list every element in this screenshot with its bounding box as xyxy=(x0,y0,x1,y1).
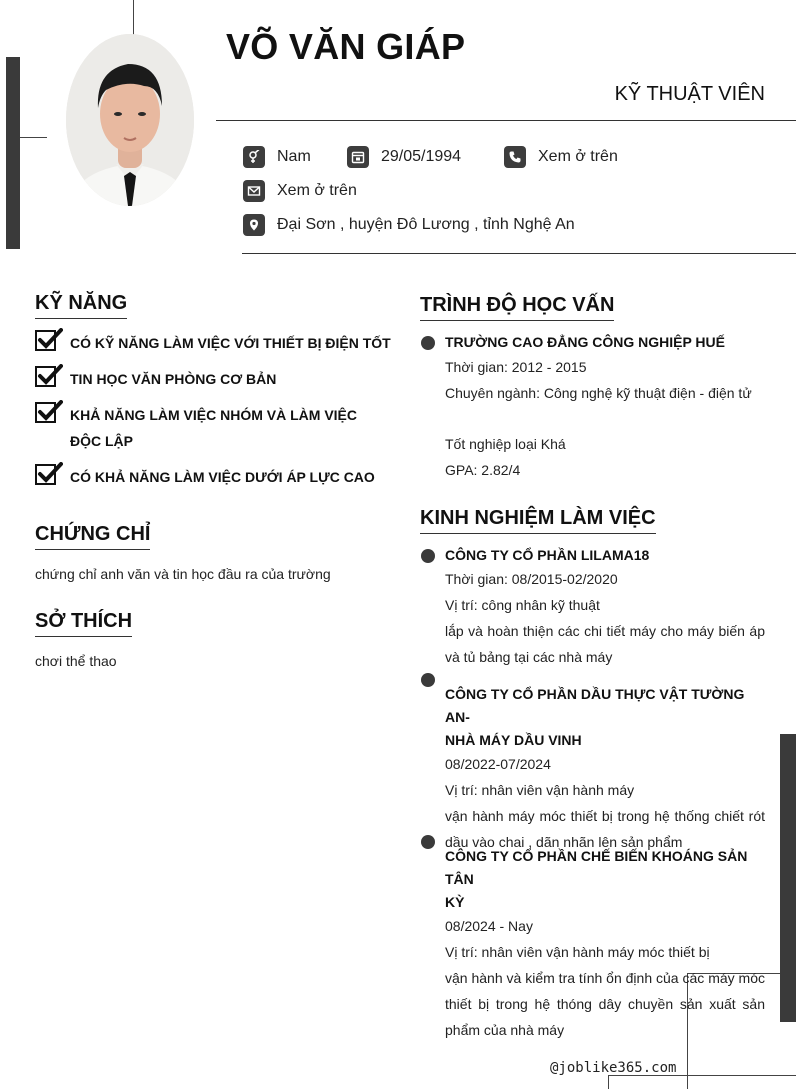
job-description: vận hành và kiểm tra tính ổn định của các máy móc xyxy=(445,970,765,986)
education-major: Chuyên ngành: Công nghệ kỹ thuật điện - điện tử xyxy=(445,385,752,401)
education-entry xyxy=(445,331,765,483)
phone-value: Xem ở trên xyxy=(538,148,618,165)
job-description: phẩm của nhà máy xyxy=(445,1022,565,1038)
skill-item xyxy=(35,366,395,392)
company-name: CÔNG TY CỔ PHẦN DẦU THỰC VẬT TƯỜNG AN- xyxy=(445,686,745,725)
job-entry xyxy=(445,544,765,670)
contact-phone xyxy=(504,146,618,168)
job-position: Vị trí: nhân viên vận hành máy xyxy=(445,782,635,798)
birthday-value: 29/05/1994 xyxy=(381,148,462,165)
contact-divider xyxy=(242,253,796,254)
check-icon xyxy=(35,400,63,424)
portrait-image xyxy=(66,34,194,206)
skill-item xyxy=(35,402,395,454)
skill-text: CÓ KỸ NĂNG LÀM VIỆC VỚI THIẾT BỊ ĐIỆN TỐT xyxy=(70,335,391,351)
skills-title: KỸ NĂNG xyxy=(35,292,127,319)
job-description: dầu vào chai , dãn nhãn lên sản phẩm xyxy=(445,834,683,850)
experience-title: KINH NGHIỆM LÀM VIỆC xyxy=(420,507,656,534)
company-name: NHÀ MÁY DẦU VINH xyxy=(445,732,582,748)
left-tick-line xyxy=(20,137,47,138)
company-name: CÔNG TY CỔ PHẦN LILAMA18 xyxy=(445,547,650,563)
hobbies-text: chơi thể thao xyxy=(35,653,117,669)
job-position: Vị trí: công nhân kỹ thuật xyxy=(445,597,600,613)
contact-gender xyxy=(243,146,311,168)
skill-text: TIN HỌC VĂN PHÒNG CƠ BẢN xyxy=(70,371,277,387)
profile-photo xyxy=(66,34,194,206)
education-gpa: GPA: 2.82/4 xyxy=(445,462,521,478)
skill-text: KHẢ NĂNG LÀM VIỆC NHÓM VÀ LÀM VIỆC ĐỘC LẬP xyxy=(70,407,357,449)
check-icon xyxy=(35,462,63,486)
bullet-dot xyxy=(421,673,435,687)
job-time: Thời gian: 08/2015-02/2020 xyxy=(445,571,618,587)
job-description: và tủ bảng tại các nhà máy xyxy=(445,649,613,665)
contact-address xyxy=(243,214,575,236)
left-accent-bar xyxy=(6,57,20,249)
education-title: TRÌNH ĐỘ HỌC VẤN xyxy=(420,294,614,321)
skill-item xyxy=(35,464,395,490)
email-value: Xem ở trên xyxy=(277,182,357,199)
top-tick-line xyxy=(133,0,134,36)
education-time: Thời gian: 2012 - 2015 xyxy=(445,359,587,375)
corner-frame-bottom-tick xyxy=(608,1075,609,1089)
candidate-name: VÕ VĂN GIÁP xyxy=(226,26,466,67)
company-name: CÔNG TY CỔ PHẦN CHẾ BIẾN KHOÁNG SẢN TÂN xyxy=(445,848,748,887)
job-title: KỸ THUẬT VIÊN xyxy=(614,83,765,105)
bullet-dot xyxy=(421,835,435,849)
skill-text: CÓ KHẢ NĂNG LÀM VIỆC DƯỚI ÁP LỰC CAO xyxy=(70,469,375,485)
skill-item xyxy=(35,330,395,356)
contact-email xyxy=(243,180,357,202)
check-icon xyxy=(35,328,63,352)
bullet-dot xyxy=(421,549,435,563)
job-position: Vị trí: nhân viên vận hành máy móc thiết bị xyxy=(445,944,710,960)
job-entry xyxy=(445,845,765,1043)
job-description: lắp và hoàn thiện các chi tiết máy cho máy biến áp xyxy=(445,623,765,639)
certificates-title: CHỨNG CHỈ xyxy=(35,523,150,550)
bullet-dot xyxy=(421,336,435,350)
contact-birthday xyxy=(347,146,461,168)
gender-value: Nam xyxy=(277,148,311,165)
location-icon xyxy=(243,214,265,236)
job-description: vận hành máy móc thiết bị trong hệ thống chiết rót xyxy=(445,808,765,824)
check-icon xyxy=(35,364,63,388)
phone-icon xyxy=(504,146,526,168)
job-entry xyxy=(445,683,765,855)
certificates-text: chứng chỉ anh văn và tin học đầu ra của trường xyxy=(35,566,331,582)
job-time: 08/2022-07/2024 xyxy=(445,756,551,772)
company-name: KỲ xyxy=(445,894,465,910)
watermark-text: @joblike365.com xyxy=(550,1060,677,1076)
job-description: thiết bị trong hệ thóng dây chuyền sản xuất sản xyxy=(445,996,765,1012)
header-divider xyxy=(216,120,796,121)
gender-icon xyxy=(243,146,265,168)
mail-icon xyxy=(243,180,265,202)
job-time: 08/2024 - Nay xyxy=(445,918,533,934)
right-accent-bar xyxy=(780,734,796,1022)
hobbies-title: SỞ THÍCH xyxy=(35,610,132,637)
school-name: TRƯỜNG CAO ĐẲNG CÔNG NGHIỆP HUẾ xyxy=(445,334,725,350)
education-grade: Tốt nghiệp loại Khá xyxy=(445,436,566,452)
address-value: Đại Sơn , huyện Đô Lương , tỉnh Nghệ An xyxy=(277,216,575,233)
calendar-icon xyxy=(347,146,369,168)
